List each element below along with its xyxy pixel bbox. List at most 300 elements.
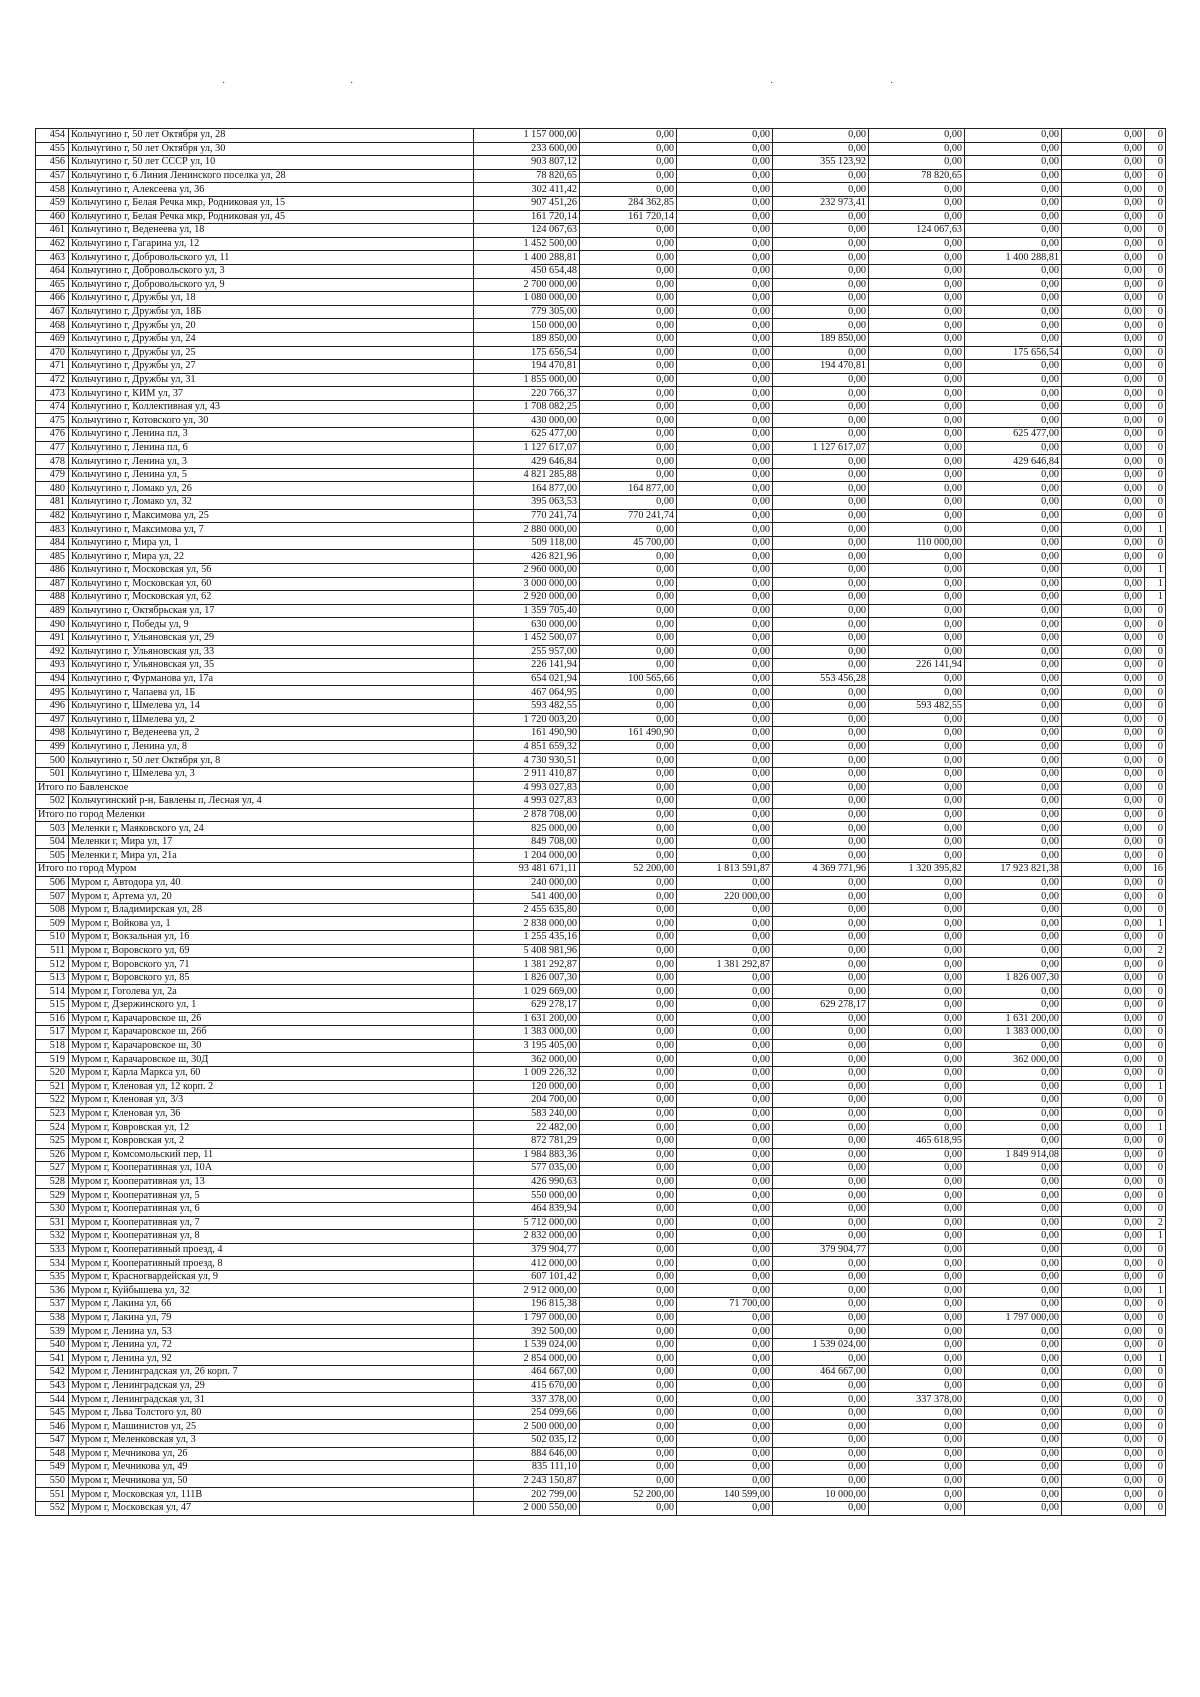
amount-cell: 0,00 bbox=[677, 319, 773, 333]
count-cell: 0 bbox=[1145, 1148, 1166, 1162]
amount-cell: 0,00 bbox=[773, 618, 869, 632]
amount-cell: 0,00 bbox=[773, 808, 869, 822]
amount-cell: 0,00 bbox=[965, 496, 1062, 510]
amount-cell: 2 880 000,00 bbox=[474, 523, 580, 537]
amount-cell: 0,00 bbox=[580, 890, 677, 904]
amount-cell: 0,00 bbox=[1062, 1338, 1145, 1352]
row-number: 549 bbox=[36, 1461, 69, 1475]
amount-cell: 0,00 bbox=[1062, 876, 1145, 890]
amount-cell: 0,00 bbox=[773, 264, 869, 278]
total-row bbox=[36, 808, 1166, 822]
amount-cell: 0,00 bbox=[773, 1474, 869, 1488]
amount-cell: 0,00 bbox=[580, 1298, 677, 1312]
amount-cell: 0,00 bbox=[677, 468, 773, 482]
amount-cell: 0,00 bbox=[773, 455, 869, 469]
amount-cell: 0,00 bbox=[1062, 1134, 1145, 1148]
table-row bbox=[36, 591, 1166, 605]
table-row bbox=[36, 1216, 1166, 1230]
amount-cell: 0,00 bbox=[677, 740, 773, 754]
amount-cell: 379 904,77 bbox=[474, 1243, 580, 1257]
amount-cell: 0,00 bbox=[677, 1366, 773, 1380]
amount-cell: 0,00 bbox=[677, 1501, 773, 1515]
amount-cell: 0,00 bbox=[677, 618, 773, 632]
address-cell: Кольчугинский р-н, Бавлены п, Лесная ул, 4 bbox=[69, 795, 474, 809]
amount-cell: 0,00 bbox=[869, 1012, 965, 1026]
amount-cell: 0,00 bbox=[965, 876, 1062, 890]
amount-cell: 629 278,17 bbox=[474, 999, 580, 1013]
amount-cell: 0,00 bbox=[580, 129, 677, 143]
row-number: 479 bbox=[36, 468, 69, 482]
amount-cell: 0,00 bbox=[677, 727, 773, 741]
amount-cell: 0,00 bbox=[1062, 890, 1145, 904]
amount-cell: 0,00 bbox=[580, 237, 677, 251]
amount-cell: 0,00 bbox=[1062, 292, 1145, 306]
amount-cell: 0,00 bbox=[773, 727, 869, 741]
amount-cell: 0,00 bbox=[580, 1230, 677, 1244]
row-number: 501 bbox=[36, 767, 69, 781]
scan-dot: · bbox=[770, 78, 774, 89]
amount-cell: 0,00 bbox=[1062, 1080, 1145, 1094]
amount-cell: 0,00 bbox=[965, 1039, 1062, 1053]
row-number: 455 bbox=[36, 142, 69, 156]
amount-cell: 0,00 bbox=[677, 672, 773, 686]
count-cell: 0 bbox=[1145, 1026, 1166, 1040]
count-cell: 0 bbox=[1145, 1461, 1166, 1475]
amount-cell: 0,00 bbox=[773, 1189, 869, 1203]
count-cell: 1 bbox=[1145, 577, 1166, 591]
amount-cell: 5 408 981,96 bbox=[474, 944, 580, 958]
total-label: Итого по город Муром bbox=[36, 863, 474, 877]
amount-cell: 0,00 bbox=[965, 1094, 1062, 1108]
amount-cell: 0,00 bbox=[677, 142, 773, 156]
amount-cell: 0,00 bbox=[965, 835, 1062, 849]
table-row bbox=[36, 292, 1166, 306]
amount-cell: 0,00 bbox=[580, 1080, 677, 1094]
address-cell: Муром г, Карла Маркса ул, 60 bbox=[69, 1066, 474, 1080]
amount-cell: 0,00 bbox=[1062, 985, 1145, 999]
amount-cell: 0,00 bbox=[580, 822, 677, 836]
amount-cell: 226 141,94 bbox=[869, 659, 965, 673]
amount-cell: 430 000,00 bbox=[474, 414, 580, 428]
count-cell: 0 bbox=[1145, 631, 1166, 645]
amount-cell: 0,00 bbox=[1062, 428, 1145, 442]
row-number: 489 bbox=[36, 604, 69, 618]
table-row bbox=[36, 1406, 1166, 1420]
count-cell: 0 bbox=[1145, 142, 1166, 156]
amount-cell: 2 832 000,00 bbox=[474, 1230, 580, 1244]
count-cell: 0 bbox=[1145, 183, 1166, 197]
table-row bbox=[36, 482, 1166, 496]
amount-cell: 2 912 000,00 bbox=[474, 1284, 580, 1298]
amount-cell: 124 067,63 bbox=[474, 224, 580, 238]
address-cell: Кольчугино г, Московская ул, 56 bbox=[69, 564, 474, 578]
count-cell: 0 bbox=[1145, 1501, 1166, 1515]
row-number: 474 bbox=[36, 400, 69, 414]
amount-cell: 0,00 bbox=[869, 631, 965, 645]
amount-cell: 0,00 bbox=[869, 1366, 965, 1380]
row-number: 532 bbox=[36, 1230, 69, 1244]
row-number: 488 bbox=[36, 591, 69, 605]
amount-cell: 164 877,00 bbox=[580, 482, 677, 496]
address-cell: Муром г, Кооперативный проезд, 8 bbox=[69, 1257, 474, 1271]
amount-cell: 0,00 bbox=[580, 686, 677, 700]
row-number: 463 bbox=[36, 251, 69, 265]
amount-cell: 0,00 bbox=[580, 849, 677, 863]
table-row bbox=[36, 754, 1166, 768]
count-cell: 0 bbox=[1145, 931, 1166, 945]
amount-cell: 1 539 024,00 bbox=[773, 1338, 869, 1352]
address-cell: Муром г, Мечникова ул, 26 bbox=[69, 1447, 474, 1461]
amount-cell: 0,00 bbox=[1062, 142, 1145, 156]
amount-cell: 0,00 bbox=[677, 1121, 773, 1135]
amount-cell: 0,00 bbox=[965, 373, 1062, 387]
amount-cell: 0,00 bbox=[580, 781, 677, 795]
address-cell: Кольчугино г, Ломако ул, 26 bbox=[69, 482, 474, 496]
count-cell: 0 bbox=[1145, 1175, 1166, 1189]
row-number: 510 bbox=[36, 931, 69, 945]
amount-cell: 0,00 bbox=[869, 1501, 965, 1515]
count-cell: 0 bbox=[1145, 441, 1166, 455]
table-row bbox=[36, 400, 1166, 414]
amount-cell: 0,00 bbox=[965, 360, 1062, 374]
amount-cell: 0,00 bbox=[773, 604, 869, 618]
amount-cell: 0,00 bbox=[580, 618, 677, 632]
amount-cell: 0,00 bbox=[677, 536, 773, 550]
row-number: 491 bbox=[36, 631, 69, 645]
amount-cell: 0,00 bbox=[773, 1094, 869, 1108]
amount-cell: 0,00 bbox=[965, 305, 1062, 319]
amount-cell: 465 618,95 bbox=[869, 1134, 965, 1148]
amount-cell: 593 482,55 bbox=[869, 699, 965, 713]
table-row bbox=[36, 1026, 1166, 1040]
amount-cell: 0,00 bbox=[580, 808, 677, 822]
amount-cell: 0,00 bbox=[1062, 958, 1145, 972]
amount-cell: 0,00 bbox=[677, 400, 773, 414]
table-row bbox=[36, 958, 1166, 972]
amount-cell: 0,00 bbox=[869, 455, 965, 469]
amount-cell: 0,00 bbox=[773, 822, 869, 836]
table-row bbox=[36, 332, 1166, 346]
amount-cell: 0,00 bbox=[1062, 237, 1145, 251]
amount-cell: 0,00 bbox=[965, 1080, 1062, 1094]
amount-cell: 0,00 bbox=[580, 305, 677, 319]
table-row bbox=[36, 210, 1166, 224]
amount-cell: 0,00 bbox=[1062, 672, 1145, 686]
table-row bbox=[36, 1338, 1166, 1352]
address-cell: Муром г, Карачаровское ш, 26б bbox=[69, 1026, 474, 1040]
amount-cell: 0,00 bbox=[965, 1366, 1062, 1380]
table-row bbox=[36, 1488, 1166, 1502]
table-row bbox=[36, 1270, 1166, 1284]
amount-cell: 0,00 bbox=[773, 1026, 869, 1040]
amount-cell: 2 243 150,87 bbox=[474, 1474, 580, 1488]
amount-cell: 0,00 bbox=[1062, 618, 1145, 632]
amount-cell: 110 000,00 bbox=[869, 536, 965, 550]
amount-cell: 0,00 bbox=[580, 441, 677, 455]
total-row bbox=[36, 863, 1166, 877]
count-cell: 0 bbox=[1145, 1039, 1166, 1053]
amount-cell: 629 278,17 bbox=[773, 999, 869, 1013]
amount-cell: 0,00 bbox=[677, 1216, 773, 1230]
amount-cell: 5 712 000,00 bbox=[474, 1216, 580, 1230]
amount-cell: 0,00 bbox=[580, 1189, 677, 1203]
amount-cell: 0,00 bbox=[869, 1325, 965, 1339]
table-row bbox=[36, 387, 1166, 401]
amount-cell: 0,00 bbox=[580, 496, 677, 510]
amount-cell: 884 646,00 bbox=[474, 1447, 580, 1461]
amount-cell: 0,00 bbox=[773, 1393, 869, 1407]
table-row bbox=[36, 550, 1166, 564]
amount-cell: 0,00 bbox=[773, 903, 869, 917]
amount-cell: 0,00 bbox=[773, 631, 869, 645]
row-number: 514 bbox=[36, 985, 69, 999]
amount-cell: 3 195 405,00 bbox=[474, 1039, 580, 1053]
amount-cell: 0,00 bbox=[869, 400, 965, 414]
address-cell: Кольчугино г, Ломако ул, 32 bbox=[69, 496, 474, 510]
amount-cell: 100 565,66 bbox=[580, 672, 677, 686]
amount-cell: 0,00 bbox=[580, 699, 677, 713]
address-cell: Муром г, Воровского ул, 71 bbox=[69, 958, 474, 972]
amount-cell: 0,00 bbox=[965, 1134, 1062, 1148]
count-cell: 1 bbox=[1145, 591, 1166, 605]
table-row bbox=[36, 931, 1166, 945]
amount-cell: 0,00 bbox=[965, 210, 1062, 224]
amount-cell: 0,00 bbox=[965, 1338, 1062, 1352]
address-cell: Кольчугино г, Ленина ул, 8 bbox=[69, 740, 474, 754]
amount-cell: 362 000,00 bbox=[965, 1053, 1062, 1067]
amount-cell: 0,00 bbox=[677, 1447, 773, 1461]
amount-cell: 392 500,00 bbox=[474, 1325, 580, 1339]
amount-cell: 0,00 bbox=[677, 591, 773, 605]
table-row bbox=[36, 373, 1166, 387]
amount-cell: 0,00 bbox=[1062, 183, 1145, 197]
scan-dot: · bbox=[890, 78, 894, 89]
amount-cell: 0,00 bbox=[1062, 496, 1145, 510]
amount-cell: 0,00 bbox=[677, 1175, 773, 1189]
amount-cell: 0,00 bbox=[1062, 1284, 1145, 1298]
amount-cell: 0,00 bbox=[965, 1066, 1062, 1080]
amount-cell: 0,00 bbox=[869, 346, 965, 360]
amount-cell: 233 600,00 bbox=[474, 142, 580, 156]
amount-cell: 849 708,00 bbox=[474, 835, 580, 849]
register-table-body bbox=[36, 129, 1166, 1516]
table-row bbox=[36, 1148, 1166, 1162]
count-cell: 0 bbox=[1145, 971, 1166, 985]
amount-cell: 0,00 bbox=[1062, 591, 1145, 605]
scan-dot: · bbox=[222, 78, 226, 89]
address-cell: Кольчугино г, Октябрьская ул, 17 bbox=[69, 604, 474, 618]
amount-cell: 0,00 bbox=[869, 1216, 965, 1230]
count-cell: 0 bbox=[1145, 1420, 1166, 1434]
row-number: 470 bbox=[36, 346, 69, 360]
amount-cell: 0,00 bbox=[580, 332, 677, 346]
amount-cell: 1 826 007,30 bbox=[965, 971, 1062, 985]
amount-cell: 0,00 bbox=[677, 917, 773, 931]
amount-cell: 0,00 bbox=[773, 482, 869, 496]
amount-cell: 412 000,00 bbox=[474, 1257, 580, 1271]
amount-cell: 0,00 bbox=[965, 808, 1062, 822]
address-cell: Муром г, Льва Толстого ул, 80 bbox=[69, 1406, 474, 1420]
address-cell: Кольчугино г, Мира ул, 1 bbox=[69, 536, 474, 550]
row-number: 506 bbox=[36, 876, 69, 890]
table-row bbox=[36, 999, 1166, 1013]
amount-cell: 1 127 617,07 bbox=[474, 441, 580, 455]
amount-cell: 0,00 bbox=[773, 1447, 869, 1461]
amount-cell: 0,00 bbox=[773, 400, 869, 414]
amount-cell: 0,00 bbox=[773, 414, 869, 428]
count-cell: 0 bbox=[1145, 468, 1166, 482]
amount-cell: 0,00 bbox=[869, 1474, 965, 1488]
amount-cell: 0,00 bbox=[869, 1406, 965, 1420]
address-cell: Кольчугино г, Ульяновская ул, 29 bbox=[69, 631, 474, 645]
address-cell: Кольчугино г, 50 лет Октября ул, 30 bbox=[69, 142, 474, 156]
amount-cell: 0,00 bbox=[1062, 863, 1145, 877]
row-number: 513 bbox=[36, 971, 69, 985]
amount-cell: 0,00 bbox=[869, 645, 965, 659]
row-number: 476 bbox=[36, 428, 69, 442]
amount-cell: 0,00 bbox=[1062, 264, 1145, 278]
row-number: 519 bbox=[36, 1053, 69, 1067]
row-number: 467 bbox=[36, 305, 69, 319]
count-cell: 0 bbox=[1145, 264, 1166, 278]
table-row bbox=[36, 129, 1166, 143]
count-cell: 0 bbox=[1145, 713, 1166, 727]
amount-cell: 161 490,90 bbox=[580, 727, 677, 741]
count-cell: 0 bbox=[1145, 455, 1166, 469]
amount-cell: 0,00 bbox=[773, 1434, 869, 1448]
table-row bbox=[36, 1053, 1166, 1067]
amount-cell: 0,00 bbox=[1062, 400, 1145, 414]
amount-cell: 0,00 bbox=[580, 455, 677, 469]
amount-cell: 0,00 bbox=[677, 1393, 773, 1407]
address-cell: Муром г, Карачаровское ш, 26 bbox=[69, 1012, 474, 1026]
row-number: 464 bbox=[36, 264, 69, 278]
amount-cell: 0,00 bbox=[580, 428, 677, 442]
amount-cell: 0,00 bbox=[677, 1352, 773, 1366]
amount-cell: 0,00 bbox=[869, 903, 965, 917]
address-cell: Кольчугино г, Белая Речка мкр, Родниковая ул, 15 bbox=[69, 196, 474, 210]
amount-cell: 0,00 bbox=[869, 604, 965, 618]
amount-cell: 0,00 bbox=[773, 1379, 869, 1393]
amount-cell: 0,00 bbox=[677, 631, 773, 645]
amount-cell: 0,00 bbox=[965, 849, 1062, 863]
amount-cell: 0,00 bbox=[580, 944, 677, 958]
amount-cell: 0,00 bbox=[580, 156, 677, 170]
total-row bbox=[36, 781, 1166, 795]
amount-cell: 0,00 bbox=[869, 1230, 965, 1244]
count-cell: 0 bbox=[1145, 1094, 1166, 1108]
amount-cell: 0,00 bbox=[677, 251, 773, 265]
amount-cell: 0,00 bbox=[965, 727, 1062, 741]
address-cell: Муром г, Мечникова ул, 50 bbox=[69, 1474, 474, 1488]
address-cell: Муром г, Красногвардейская ул, 9 bbox=[69, 1270, 474, 1284]
address-cell: Муром г, Московская ул, 47 bbox=[69, 1501, 474, 1515]
count-cell: 0 bbox=[1145, 400, 1166, 414]
amount-cell: 337 378,00 bbox=[869, 1393, 965, 1407]
amount-cell: 0,00 bbox=[580, 1501, 677, 1515]
amount-cell: 0,00 bbox=[677, 564, 773, 578]
amount-cell: 0,00 bbox=[580, 577, 677, 591]
amount-cell: 0,00 bbox=[869, 618, 965, 632]
row-number: 531 bbox=[36, 1216, 69, 1230]
count-cell: 2 bbox=[1145, 944, 1166, 958]
amount-cell: 0,00 bbox=[773, 591, 869, 605]
amount-cell: 0,00 bbox=[965, 1474, 1062, 1488]
table-row bbox=[36, 822, 1166, 836]
address-cell: Муром г, Лакина ул, 66 bbox=[69, 1298, 474, 1312]
amount-cell: 0,00 bbox=[677, 795, 773, 809]
table-row bbox=[36, 1107, 1166, 1121]
row-number: 487 bbox=[36, 577, 69, 591]
amount-cell: 0,00 bbox=[773, 536, 869, 550]
amount-cell: 0,00 bbox=[580, 169, 677, 183]
amount-cell: 0,00 bbox=[677, 1202, 773, 1216]
amount-cell: 0,00 bbox=[1062, 1189, 1145, 1203]
address-cell: Кольчугино г, 6 Линия Ленинского поселка ул, 28 bbox=[69, 169, 474, 183]
table-row bbox=[36, 1501, 1166, 1515]
row-number: 504 bbox=[36, 835, 69, 849]
amount-cell: 0,00 bbox=[965, 944, 1062, 958]
amount-cell: 0,00 bbox=[965, 999, 1062, 1013]
amount-cell: 0,00 bbox=[677, 156, 773, 170]
amount-cell: 0,00 bbox=[1062, 1474, 1145, 1488]
table-row bbox=[36, 1121, 1166, 1135]
amount-cell: 0,00 bbox=[1062, 1406, 1145, 1420]
amount-cell: 0,00 bbox=[580, 251, 677, 265]
amount-cell: 907 451,26 bbox=[474, 196, 580, 210]
amount-cell: 0,00 bbox=[677, 686, 773, 700]
amount-cell: 0,00 bbox=[965, 441, 1062, 455]
amount-cell: 0,00 bbox=[1062, 360, 1145, 374]
row-number: 490 bbox=[36, 618, 69, 632]
row-number: 457 bbox=[36, 169, 69, 183]
row-number: 537 bbox=[36, 1298, 69, 1312]
amount-cell: 0,00 bbox=[773, 1148, 869, 1162]
amount-cell: 625 477,00 bbox=[474, 428, 580, 442]
amount-cell: 0,00 bbox=[965, 931, 1062, 945]
count-cell: 0 bbox=[1145, 251, 1166, 265]
amount-cell: 607 101,42 bbox=[474, 1270, 580, 1284]
address-cell: Кольчугино г, Алексеева ул, 36 bbox=[69, 183, 474, 197]
amount-cell: 0,00 bbox=[1062, 1039, 1145, 1053]
amount-cell: 0,00 bbox=[580, 346, 677, 360]
amount-cell: 0,00 bbox=[677, 1148, 773, 1162]
address-cell: Муром г, Ковровская ул, 12 bbox=[69, 1121, 474, 1135]
amount-cell: 0,00 bbox=[580, 1175, 677, 1189]
amount-cell: 0,00 bbox=[580, 659, 677, 673]
row-number: 523 bbox=[36, 1107, 69, 1121]
amount-cell: 0,00 bbox=[1062, 1162, 1145, 1176]
address-cell: Меленки г, Мира ул, 17 bbox=[69, 835, 474, 849]
row-number: 484 bbox=[36, 536, 69, 550]
address-cell: Муром г, Меленковская ул, 3 bbox=[69, 1434, 474, 1448]
amount-cell: 0,00 bbox=[677, 1094, 773, 1108]
amount-cell: 1 797 000,00 bbox=[474, 1311, 580, 1325]
amount-cell: 0,00 bbox=[773, 754, 869, 768]
amount-cell: 1 009 226,32 bbox=[474, 1066, 580, 1080]
amount-cell: 0,00 bbox=[1062, 414, 1145, 428]
amount-cell: 0,00 bbox=[677, 754, 773, 768]
amount-cell: 0,00 bbox=[965, 387, 1062, 401]
amount-cell: 0,00 bbox=[1062, 1434, 1145, 1448]
amount-cell: 0,00 bbox=[1062, 523, 1145, 537]
count-cell: 0 bbox=[1145, 1447, 1166, 1461]
amount-cell: 175 656,54 bbox=[474, 346, 580, 360]
table-row bbox=[36, 142, 1166, 156]
amount-cell: 0,00 bbox=[965, 754, 1062, 768]
amount-cell: 0,00 bbox=[580, 1243, 677, 1257]
amount-cell: 0,00 bbox=[1062, 210, 1145, 224]
